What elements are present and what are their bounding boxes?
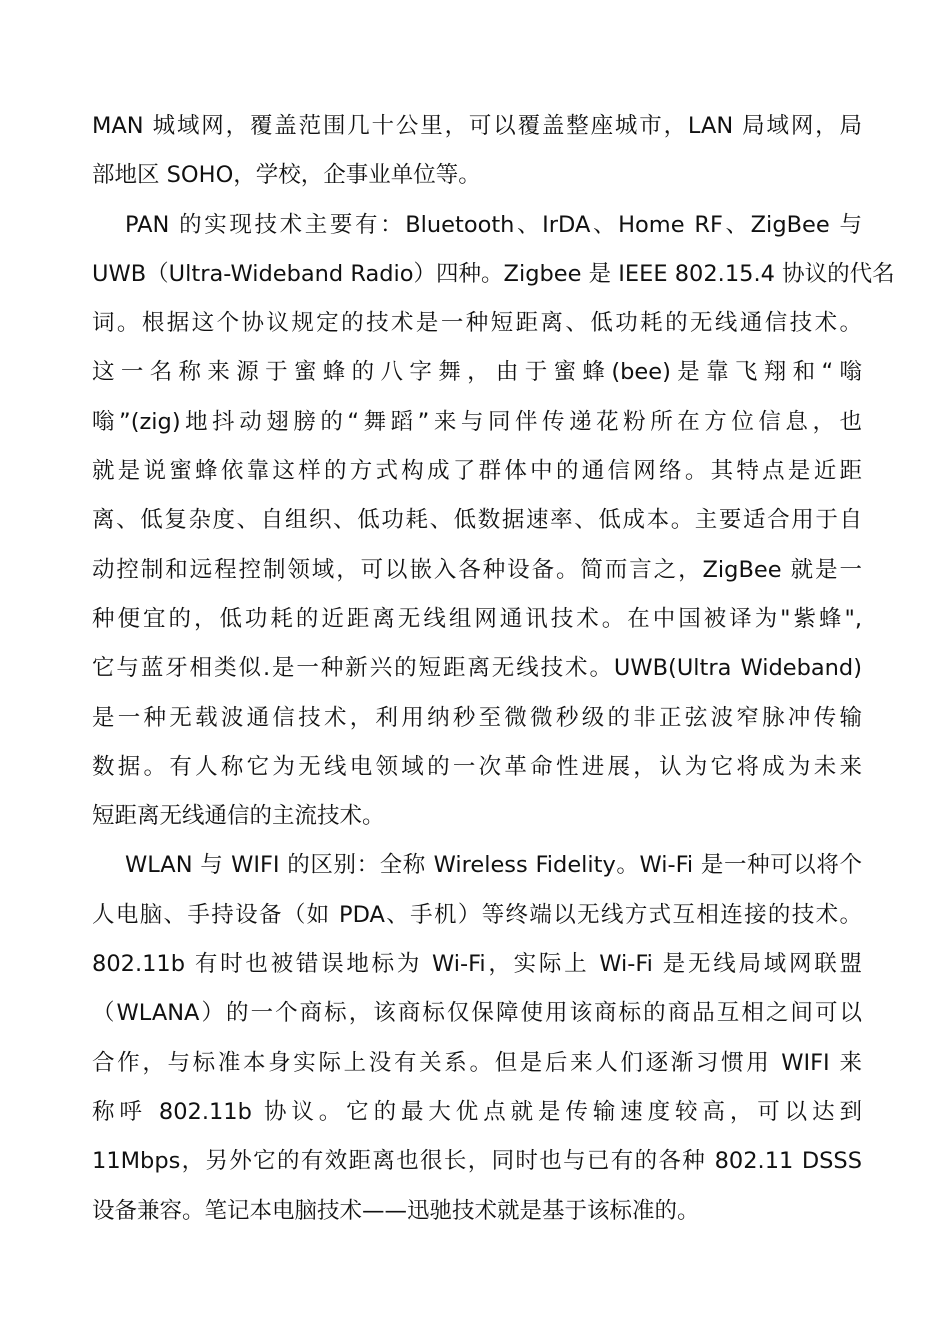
text-line: MAN 城域网，覆盖范围几十公里，可以覆盖整座城市，LAN 局域网，局	[92, 113, 862, 139]
text-line: 802.11b 有时也被错误地标为 Wi-Fi，实际上 Wi-Fi 是无线局域网联盟	[92, 951, 862, 978]
text-line: 部地区 SOHO，学校，企事业单位等。	[92, 162, 481, 189]
text-line: 短距离无线通信的主流技术。	[92, 803, 385, 830]
document-body	[92, 102, 895, 1236]
text-line: 称呼 802.11b 协议。它的最大优点就是传输速度较高，可以达到	[92, 1098, 862, 1125]
text-line: 种便宜的，低功耗的近距离无线组网通讯技术。在中国被译为"紫蜂",	[92, 605, 862, 632]
text-line: 离、低复杂度、自组织、低功耗、低数据速率、低成本。主要适合用于自	[92, 507, 862, 534]
paragraph-start-line: PAN 的实现技术主要有：Bluetooth、IrDA、Home RF、ZigBee 与	[125, 211, 862, 238]
paragraph-start-line: WLAN 与 WIFI 的区别：全称 Wireless Fidelity。Wi-Fi 是一种可以将个	[125, 852, 862, 879]
text-line: 嗡”(zig)地抖动翅膀的“舞蹈”来与同伴传递花粉所在方位信息，也	[92, 408, 862, 435]
text-line: 词。根据这个协议规定的技术是一种短距离、低功耗的无线通信技术。	[92, 310, 862, 337]
text-line: 设备兼容。笔记本电脑技术——迅驰技术就是基于该标准的。	[92, 1197, 700, 1224]
text-line: 人电脑、手持设备（如 PDA、手机）等终端以无线方式互相连接的技术。	[92, 901, 862, 928]
text-line: （WLANA）的一个商标，该商标仅保障使用该商标的商品互相之间可以	[92, 1000, 862, 1027]
text-line: 数据。有人称它为无线电领域的一次革命性进展，认为它将成为未来	[92, 753, 862, 780]
text-line: UWB（Ultra-Wideband Radio）四种。Zigbee 是 IEEE 802.15.4 协议的代名	[92, 260, 895, 287]
text-line: 这一名称来源于蜜蜂的八字舞，由于蜜蜂(bee)是靠飞翔和“嗡	[92, 359, 862, 386]
text-line: 是一种无载波通信技术，利用纳秒至微微秒级的非正弦波窄脉冲传输	[92, 704, 862, 731]
text-line: 它与蓝牙相类似.是一种新兴的短距离无线技术。UWB(Ultra Wideband)	[92, 655, 862, 682]
text-line: 合作，与标准本身实际上没有关系。但是后来人们逐渐习惯用 WIFI 来	[92, 1049, 862, 1076]
text-line: 就是说蜜蜂依靠这样的方式构成了群体中的通信网络。其特点是近距	[92, 458, 862, 485]
text-line: 11Mbps，另外它的有效距离也很长，同时也与已有的各种 802.11 DSSS	[92, 1148, 862, 1175]
text-line: 动控制和远程控制领域，可以嵌入各种设备。简而言之，ZigBee 就是一	[92, 556, 862, 583]
